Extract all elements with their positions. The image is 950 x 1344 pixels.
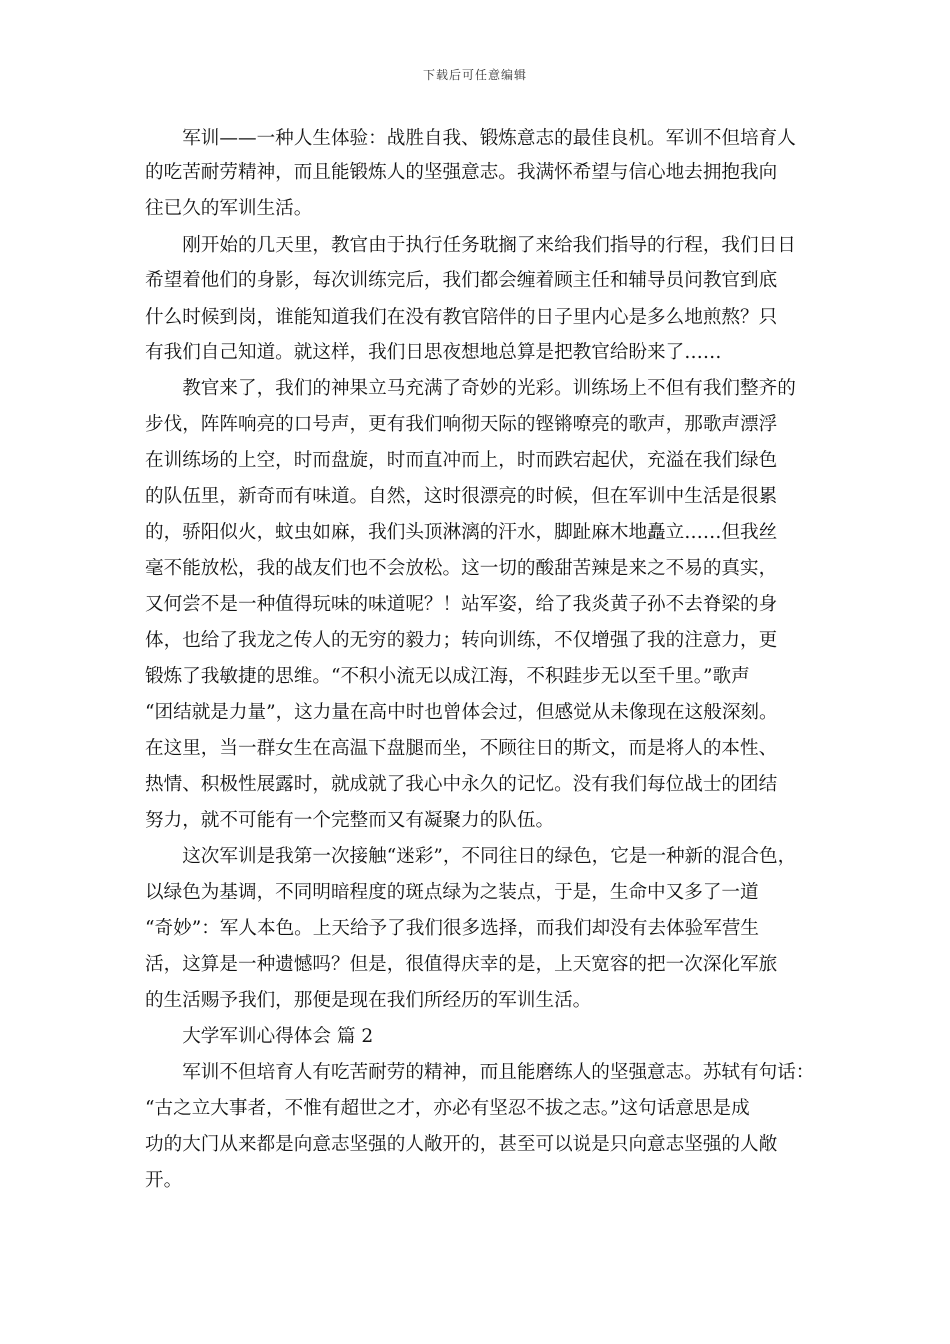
text-line: “古之立大事者，不惟有超世之才，亦必有坚忍不拔之志。”这句话意思是成	[145, 1098, 750, 1119]
text-line: 锻炼了我敏捷的思维。“不积小流无以成江海，不积跬步无以至千里。”歌声	[145, 666, 750, 687]
text-line: 什么时候到岗，谁能知道我们在没有教官陪伴的日子里内心是多么地煎熬？只	[145, 307, 778, 328]
text-line: 体，也给了我龙之传人的无穷的毅力；转向训练，不仅增强了我的注意力，更	[145, 630, 778, 651]
text-line: 军训——一种人生体验：战胜自我、锻炼意志的最佳良机。军训不但培育人	[145, 128, 796, 149]
text-line: 活，这算是一种遗憾吗？但是，很值得庆幸的是，上天宽容的把一次深化军旅	[145, 954, 778, 975]
text-line: 的队伍里，新奇而有味道。自然，这时很漂亮的时候，但在军训中生活是很累	[145, 486, 778, 507]
text-line: 以绿色为基调，不同明暗程度的斑点绿为之装点，于是，生命中又多了一道	[145, 882, 759, 903]
text-line: 的，骄阳似火，蚊虫如麻，我们头顶淋漓的汗水，脚趾麻木地矗立……但我丝	[145, 522, 778, 543]
text-line: 功的大门从来都是向意志坚强的人敞开的，甚至可以说是只向意志坚强的人敞	[145, 1134, 778, 1155]
text-line: 又何尝不是一种值得玩味的味道呢？！站军姿，给了我炎黄子孙不去脊梁的身	[145, 594, 778, 615]
text-line: 希望着他们的身影，每次训练完后，我们都会缠着顾主任和辅导员问教官到底	[145, 270, 778, 291]
text-line: 在这里，当一群女生在高温下盘腿而坐，不顾往日的斯文，而是将人的本性、	[145, 738, 778, 759]
section-heading: 大学军训心得体会 篇 2	[145, 1026, 374, 1047]
text-line: 教官来了，我们的神果立马充满了奇妙的光彩。训练场上不但有我们整齐的	[145, 378, 796, 399]
text-line: 努力，就不可能有一个完整而又有凝聚力的队伍。	[145, 810, 555, 831]
text-line: 的生活赐予我们，那便是现在我们所经历的军训生活。	[145, 990, 592, 1011]
text-line: 毫不能放松，我的战友们也不会放松。这一切的酸甜苦辣是来之不易的真实，	[145, 558, 778, 579]
text-line: 往已久的军训生活。	[145, 198, 313, 219]
text-line: 热情、积极性展露时，就成就了我心中永久的记忆。没有我们每位战士的团结	[145, 774, 778, 795]
text-line: 这次军训是我第一次接触“迷彩”，不同往日的绿色，它是一种新的混合色，	[145, 846, 797, 867]
text-line: “团结就是力量”，这力量在高中时也曾体会过，但感觉从未像现在这般深刻。	[145, 702, 778, 723]
text-line: 开。	[145, 1170, 183, 1191]
text-line: 有我们自己知道。就这样，我们日思夜想地总算是把教官给盼来了……	[145, 342, 722, 363]
text-line: 的吃苦耐劳精神，而且能锻炼人的坚强意志。我满怀希望与信心地去拥抱我向	[145, 162, 778, 183]
text-line: 军训不但培育人有吃苦耐劳的精神，而且能磨练人的坚强意志。苏轼有句话：	[145, 1062, 815, 1083]
text-line: 刚开始的几天里，教官由于执行任务耽搁了来给我们指导的行程，我们日日	[145, 235, 796, 256]
page-header: 下载后可任意编辑	[422, 68, 527, 82]
text-line: “奇妙”：军人本色。上天给予了我们很多选择，而我们却没有去体验军营生	[145, 918, 760, 939]
text-line: 步伐，阵阵响亮的口号声，更有我们响彻天际的铿锵嘹亮的歌声，那歌声漂浮	[145, 414, 778, 435]
text-line: 在训练场的上空，时而盘旋，时而直冲而上，时而跌宕起伏，充溢在我们绿色	[145, 450, 778, 471]
